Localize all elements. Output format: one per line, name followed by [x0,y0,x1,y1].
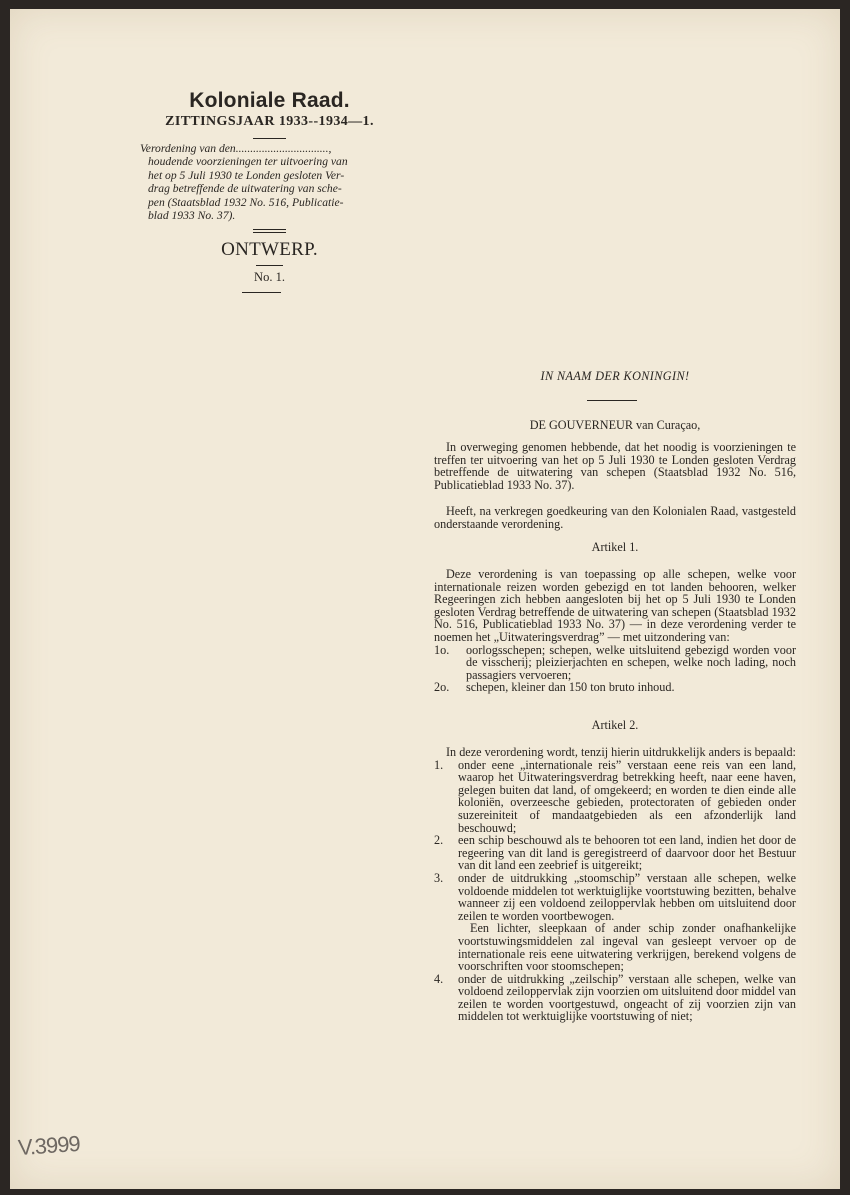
list-item [434,834,796,872]
ordinance-line: houdende voorzieningen ter uitvoering van [148,155,348,169]
article-1-body [434,568,796,694]
item-number: 4. [434,971,444,986]
list-item [434,973,796,1023]
ordinance-line: Verordening van den................................, [140,142,332,155]
preamble-paragraph: In overweging genomen hebbende, dat het noodig is voorzieningen te treffen ter uitvoering van het op 5 Juli 1930 te Londen gesloten Verdrag betreffende de uitwatering van schepen (Staatsblad 1932 No. 516, Publicatieblad 1933 No. 37). [434,440,796,492]
list-item [434,644,796,682]
divider [242,292,281,293]
draft-label: ONTWERP. [221,239,318,260]
item-text: een schip beschouwd als te behooren tot een land, indien het door de regeering van dit land is geregistreerd of daarvoor door het Bestuur van dit land een zeebrief is uitgereikt; [458,833,796,873]
item-number: 3. [434,870,444,885]
document-page [10,9,840,1189]
ordinance-line: drag betreffende de uitwatering van sche- [148,182,342,196]
item-number: 2o. [434,680,450,695]
divider [587,400,637,401]
item-text: onder de uitdrukking „stoomschip” verstaan alle schepen, welke voldoende middelen tot werktuiglijke voortstuwing bezitten, behalve wanneer zij een voldoend zeiloppervlak hebben om uitsluitend door zeilen te worden voortbewogen. [458,870,796,923]
archive-mark: V.3999 [17,1130,81,1161]
item-text: onder de uitdrukking „zeilschip” verstaan alle schepen, welke van voldoend zeiloppervlak zijn voorzien om uitsluitend door middel van zeilen te worden voortgestuwd, ongeacht of zij voorzien zijn van middelen tot werktuiglijke voortstuwing of niet; [458,971,796,1024]
council-title: Koloniale Raad. [189,89,350,112]
list-item [434,759,796,835]
item-number: 1o. [434,642,450,657]
invocation: IN NAAM DER KONINGIN! [540,369,690,383]
list-item [434,681,796,694]
list-item [434,872,796,922]
article-1-intro: Deze verordening is van toepassing op alle schepen, welke voor internationale reizen worden gebezigd en tot landen behooren, welker Regeeringen zich hebben aangesloten bij het op 5 Juli 1930 te Londen gesloten Verdrag betreffende de uitwatering van schepen (Staatsblad 1932 No. 516, Publicatieblad 1933 No. 37) — in deze verordening verder te noemen het „Uitwateringsverdrag” — met uitzondering van: [434,567,796,644]
continuation-paragraph: Een lichter, sleepkaan of ander schip zonder onafhankelijke voortstuwingsmiddelen zal ingeval van gesleept vervoer op de internationale reis eene uitwatering verkrijgen, berekend volgens de voorschriften voor stoomschepen; [458,921,796,974]
ordinance-line: blad 1933 No. 37). [148,209,236,223]
item-text: onder eene „internationale reis” verstaan eene reis van een land, waarop het Uitwateringsverdrag betrekking heeft, naar eene haven, gelegen buiten dat land, of omgekeerd; en worden te dien einde alle koloniën, overzeesche gebieden, protectoraten of gebieden onder suzereiniteit of mandaatgebieden als een afzonderlijk land beschouwd; [458,757,796,835]
divider [253,232,286,233]
divider [253,229,286,230]
ordinance-line: pen (Staatsblad 1932 No. 516, Publicatie- [148,195,344,209]
divider [256,265,283,266]
session-year: ZITTINGSJAAR 1933--1934—1. [165,114,374,129]
item-text: schepen, kleiner dan 150 ton bruto inhoud. [466,680,675,695]
article-2-title: Artikel 2. [591,718,639,732]
item-text: oorlogsschepen; schepen, welke uitsluitend gebezigd worden voor de visscherij; pleizierjachten en schepen, welke noch lading, noch passagiers vervoeren; [466,642,796,682]
ordinance-description [140,142,398,222]
draft-number: No. 1. [254,270,285,284]
governor-line: DE GOUVERNEUR van Curaçao, [529,418,701,432]
divider [253,138,286,139]
article-1-title: Artikel 1. [591,540,639,554]
item-number: 2. [434,833,444,848]
item-number: 1. [434,757,444,772]
enactment-paragraph: Heeft, na verkregen goedkeuring van den Kolonialen Raad, vastgesteld onderstaande verordening. [434,504,796,531]
article-2-intro: In deze verordening wordt, tenzij hierin uitdrukkelijk anders is bepaald: [446,745,796,759]
ordinance-line: het op 5 Juli 1930 te Londen gesloten Ver- [148,168,345,182]
article-2-body [434,746,796,1023]
